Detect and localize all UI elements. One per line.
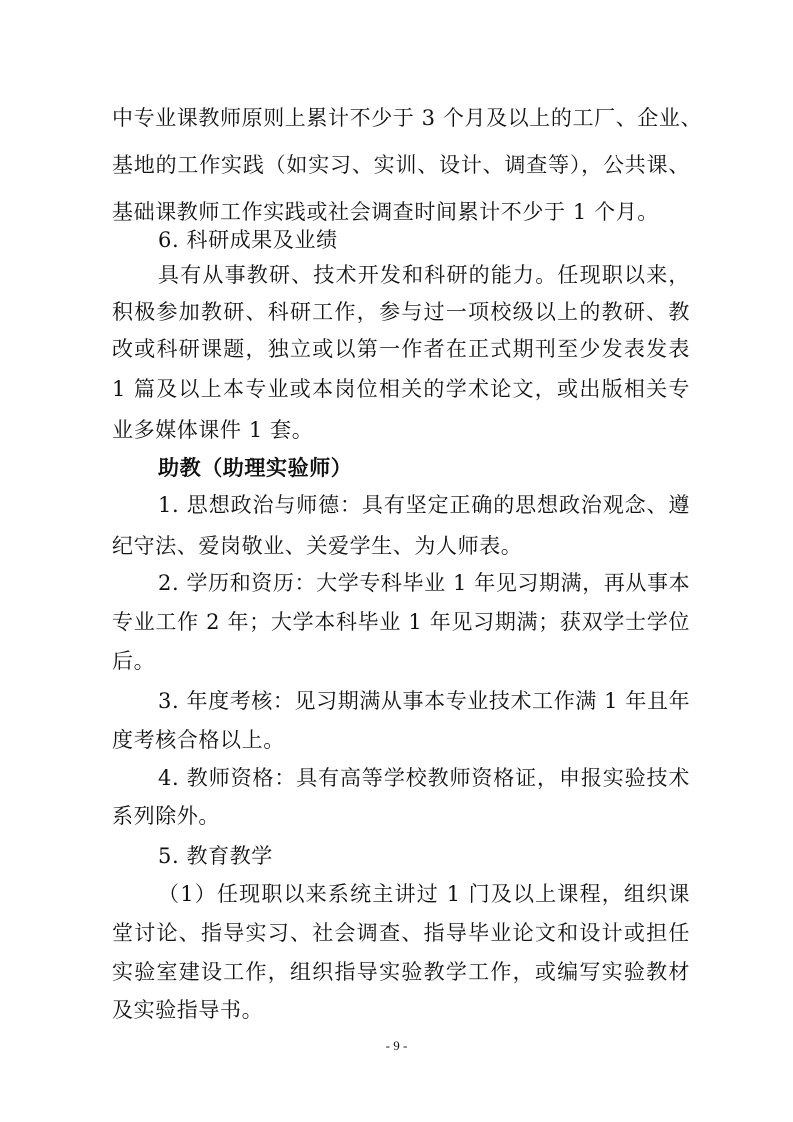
- body-text-line: 基地的工作实践（如实习、实训、设计、调查等），公共课、: [112, 153, 690, 177]
- body-text-line: 度考核合格以上。: [112, 728, 285, 752]
- body-text-line: 改或科研课题，独立或以第一作者在正式期刊至少发表发表: [112, 337, 690, 361]
- subsection-title: 助教（助理实验师）: [158, 456, 353, 480]
- body-text-line: 1 篇及以上本专业或本岗位相关的学术论文，或出版相关专: [112, 377, 690, 401]
- body-text-line: 3. 年度考核：见习期满从事本专业技术工作满 1 年且年: [158, 689, 691, 713]
- body-text-line: 专业工作 2 年；大学本科毕业 1 年见习期满；获双学士学位: [112, 610, 690, 634]
- body-text-line: 1. 思想政治与师德：具有坚定正确的思想政治观念、遵: [158, 493, 690, 517]
- body-text-line: 基础课教师工作实践或社会调查时间累计不少于 1 个月。: [112, 200, 659, 224]
- body-text-line: 具有从事教研、技术开发和科研的能力。任现职以来，: [158, 263, 690, 287]
- body-text-line: 实验室建设工作，组织指导实验教学工作，或编写实验教材: [112, 960, 690, 984]
- body-text-line: 纪守法、爱岗敬业、关爱学生、为人师表。: [112, 534, 523, 558]
- body-text-line: 中专业课教师原则上累计不少于 3 个月及以上的工厂、企业、: [112, 106, 703, 130]
- body-text-line: 系列除外。: [112, 804, 220, 828]
- body-text-line: 后。: [112, 649, 156, 673]
- body-text-line: 2. 学历和资历：大学专科毕业 1 年见习期满，再从事本: [158, 571, 691, 595]
- body-text-line: 4. 教师资格：具有高等学校教师资格证，申报实验技术: [158, 766, 690, 790]
- body-text-line: 及实验指导书。: [112, 998, 264, 1022]
- page-number: - 9 -: [385, 1038, 408, 1053]
- body-text-line: 堂讨论、指导实习、社会调查、指导毕业论文和设计或担任: [112, 921, 690, 945]
- body-text-line: 积极参加教研、科研工作，参与过一项校级以上的教研、教: [112, 300, 690, 324]
- section-heading: 5. 教育教学: [158, 844, 273, 868]
- body-text-line: 业多媒体课件 1 套。: [112, 418, 314, 442]
- body-text-line: （1）任现职以来系统主讲过 1 门及以上课程，组织课: [158, 882, 690, 906]
- section-heading: 6. 科研成果及业绩: [158, 228, 338, 252]
